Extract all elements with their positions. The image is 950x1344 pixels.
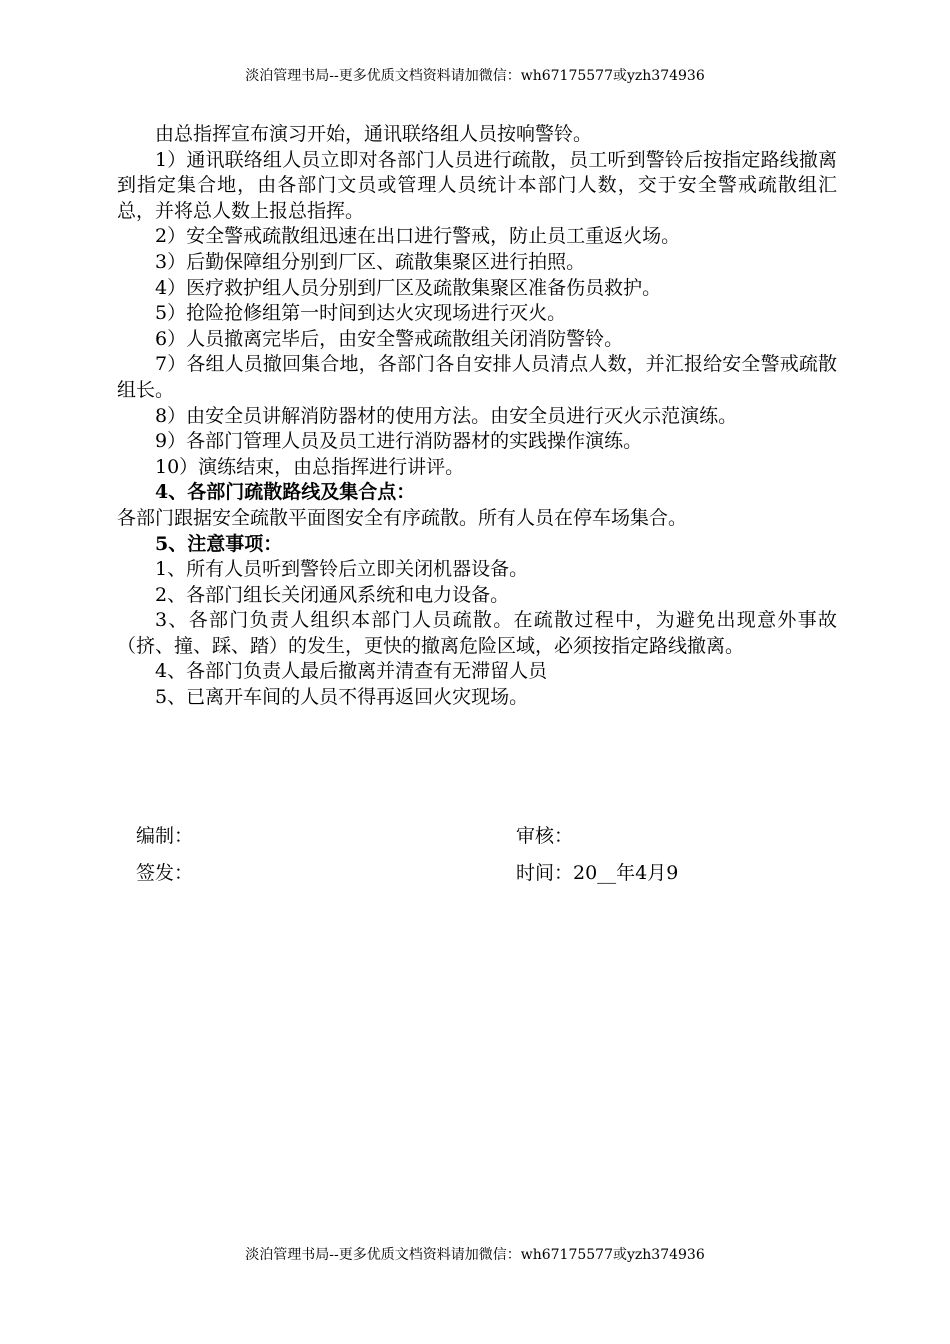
page-footer: 淡泊管理书局--更多优质文档资料请加微信：wh67175577或yzh374936 <box>245 1247 705 1263</box>
reviewed-by-label: 审核： <box>516 825 574 847</box>
paragraph-step-1: 1）通讯联络组人员立即对各部门人员进行疏散，员工听到警铃后按指定路线撤离到指定集合地，由各部门文员或管理人员统计本部门人数，交于安全警戒疏散组汇总，并将总人数上报总指挥。 <box>117 148 837 222</box>
section-4-heading: 4、各部门疏散路线及集合点： <box>155 481 416 504</box>
notice-item-1: 1、所有人员听到警铃后立即关闭机器设备。 <box>155 558 529 581</box>
section-4-body: 各部门跟据安全疏散平面图安全有序疏散。所有人员在停车场集合。 <box>117 506 688 529</box>
notice-item-4: 4、各部门负责人最后撤离并清查有无滞留人员 <box>155 660 548 683</box>
document-body <box>117 122 837 711</box>
paragraph-step-2: 2）安全警戒疏散组迅速在出口进行警戒，防止员工重返火场。 <box>155 225 681 248</box>
notice-item-5: 5、已离开车间的人员不得再返回火灾现场。 <box>155 686 529 709</box>
paragraph-step-3: 3）后勤保障组分别到厂区、疏散集聚区进行拍照。 <box>155 250 586 273</box>
issued-by-label: 签发： <box>136 862 194 884</box>
paragraph-step-10: 10）演练结束，由总指挥进行讲评。 <box>155 455 465 478</box>
prepared-by-label: 编制： <box>136 825 194 847</box>
signature-row-1 <box>136 818 836 855</box>
signature-block <box>136 818 836 892</box>
paragraph-drill-start: 由总指挥宣布演习开始，通讯联络组人员按响警铃。 <box>155 123 593 145</box>
paragraph-step-8: 8）由安全员讲解消防器材的使用方法。由安全员进行灭火示范演练。 <box>155 404 738 427</box>
paragraph-step-9: 9）各部门管理人员及员工进行消防器材的实践操作演练。 <box>155 430 643 453</box>
notice-item-2: 2、各部门组长关闭通风系统和电力设备。 <box>155 583 510 606</box>
signature-row-2 <box>136 855 836 892</box>
notice-item-3: 3、各部门负责人组织本部门人员疏散。在疏散过程中，为避免出现意外事故（挤、撞、踩、踏）的发生，更快的撤离危险区域，必须按指定路线撤离。 <box>117 609 837 657</box>
paragraph-step-6: 6）人员撤离完毕后，由安全警戒疏散组关闭消防警铃。 <box>155 327 624 350</box>
page-header: 淡泊管理书局--更多优质文档资料请加微信：wh67175577或yzh374936 <box>245 68 705 84</box>
paragraph-step-7: 7）各组人员撤回集合地，各部门各自安排人员清点人数，并汇报给安全警戒疏散组长。 <box>117 353 837 401</box>
date-label: 时间：20__年4月9 <box>516 862 679 884</box>
section-5-heading: 5、注意事项： <box>155 532 283 555</box>
paragraph-step-5: 5）抢险抢修组第一时间到达火灾现场进行灭火。 <box>155 302 567 325</box>
paragraph-step-4: 4）医疗救护组人员分别到厂区及疏散集聚区准备伤员救护。 <box>155 276 662 299</box>
